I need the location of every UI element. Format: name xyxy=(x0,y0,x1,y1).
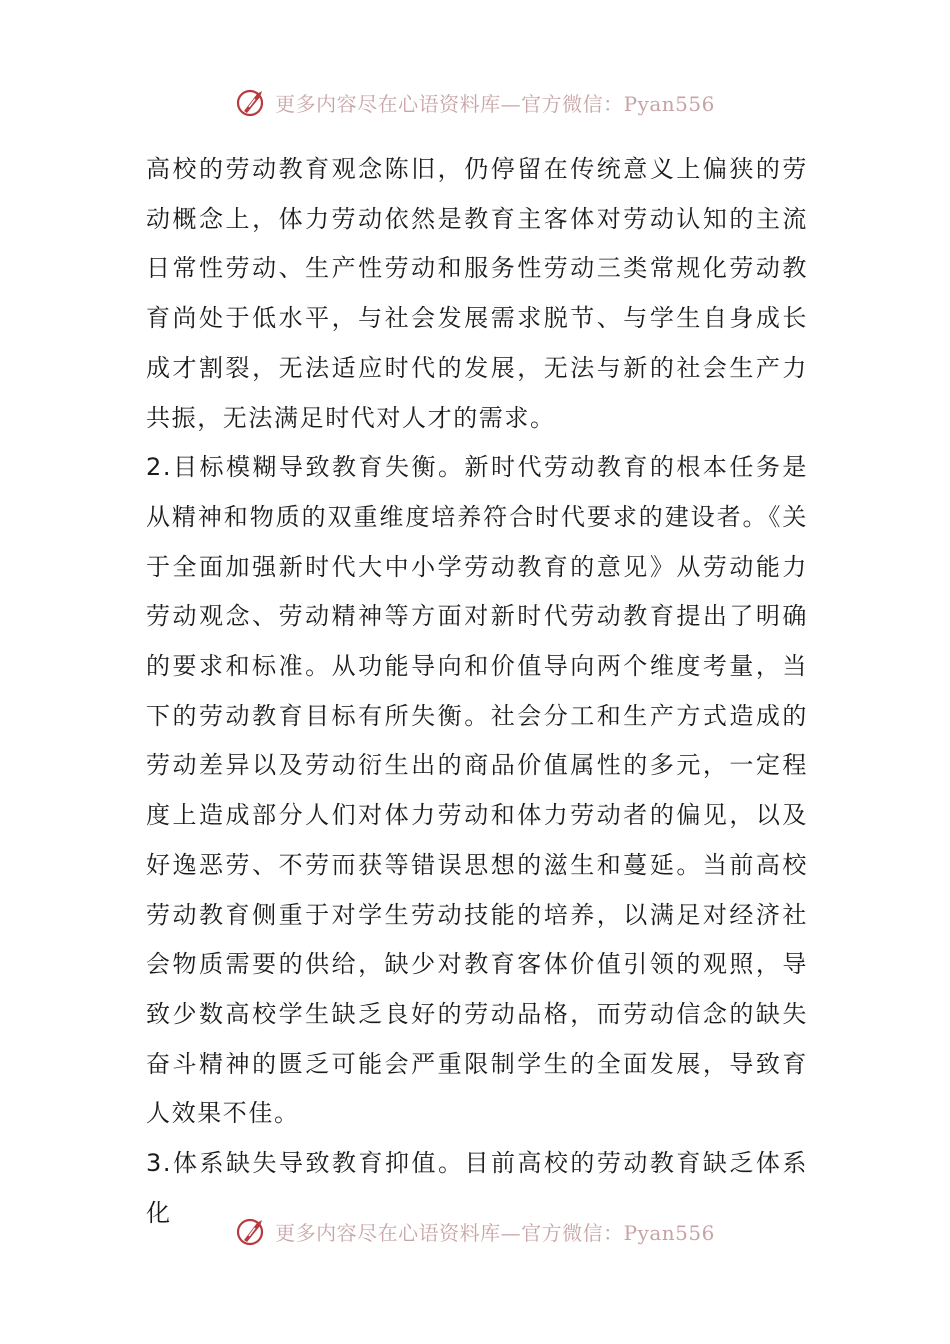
pen-nib-circle-icon xyxy=(235,1214,269,1248)
footer-watermark-text: 更多内容尽在心语资料库—官方微信：Pyan556 xyxy=(275,1220,715,1245)
paragraph-3: 3.体系缺失导致教育抑值。目前高校的劳动教育缺乏体系化 xyxy=(146,1149,808,1227)
header-watermark-text: 更多内容尽在心语资料库—官方微信：Pyan556 xyxy=(275,91,715,116)
document-body xyxy=(146,145,808,1238)
pen-nib-circle-icon xyxy=(235,85,269,119)
header-watermark xyxy=(0,82,950,122)
paragraph-1: 高校的劳动教育观念陈旧，仍停留在传统意义上偏狭的劳动概念上，体力劳动依然是教育主客体对劳动认知的主流日常性劳动、生产性劳动和服务性劳动三类常规化劳动教育尚处于低水平，与社会发展需求脱节、与学生自身成长成才割裂，无法适应时代的发展，无法与新的社会生产力共振，无法满足时代对人才的需求。 xyxy=(146,155,808,432)
footer-watermark xyxy=(0,1211,950,1251)
paragraph-2: 2.目标模糊导致教育失衡。新时代劳动教育的根本任务是从精神和物质的双重维度培养符合时代要求的建设者。《关于全面加强新时代大中小学劳动教育的意见》从劳动能力劳动观念、劳动精神等方面对新时代劳动教育提出了明确的要求和标准。从功能导向和价值导向两个维度考量，当下的劳动教育目标有所失衡。社会分工和生产方式造成的劳动差异以及劳动衍生出的商品价值属性的多元，一定程度上造成部分人们对体力劳动和体力劳动者的偏见，以及好逸恶劳、不劳而获等错误思想的滋生和蔓延。当前高校劳动教育侧重于对学生劳动技能的培养，以满足对经济社会物质需要的供给，缺少对教育客体价值引领的观照，导致少数高校学生缺乏良好的劳动品格，而劳动信念的缺失奋斗精神的匮乏可能会严重限制学生的全面发展，导致育人效果不佳。 xyxy=(146,453,808,1128)
